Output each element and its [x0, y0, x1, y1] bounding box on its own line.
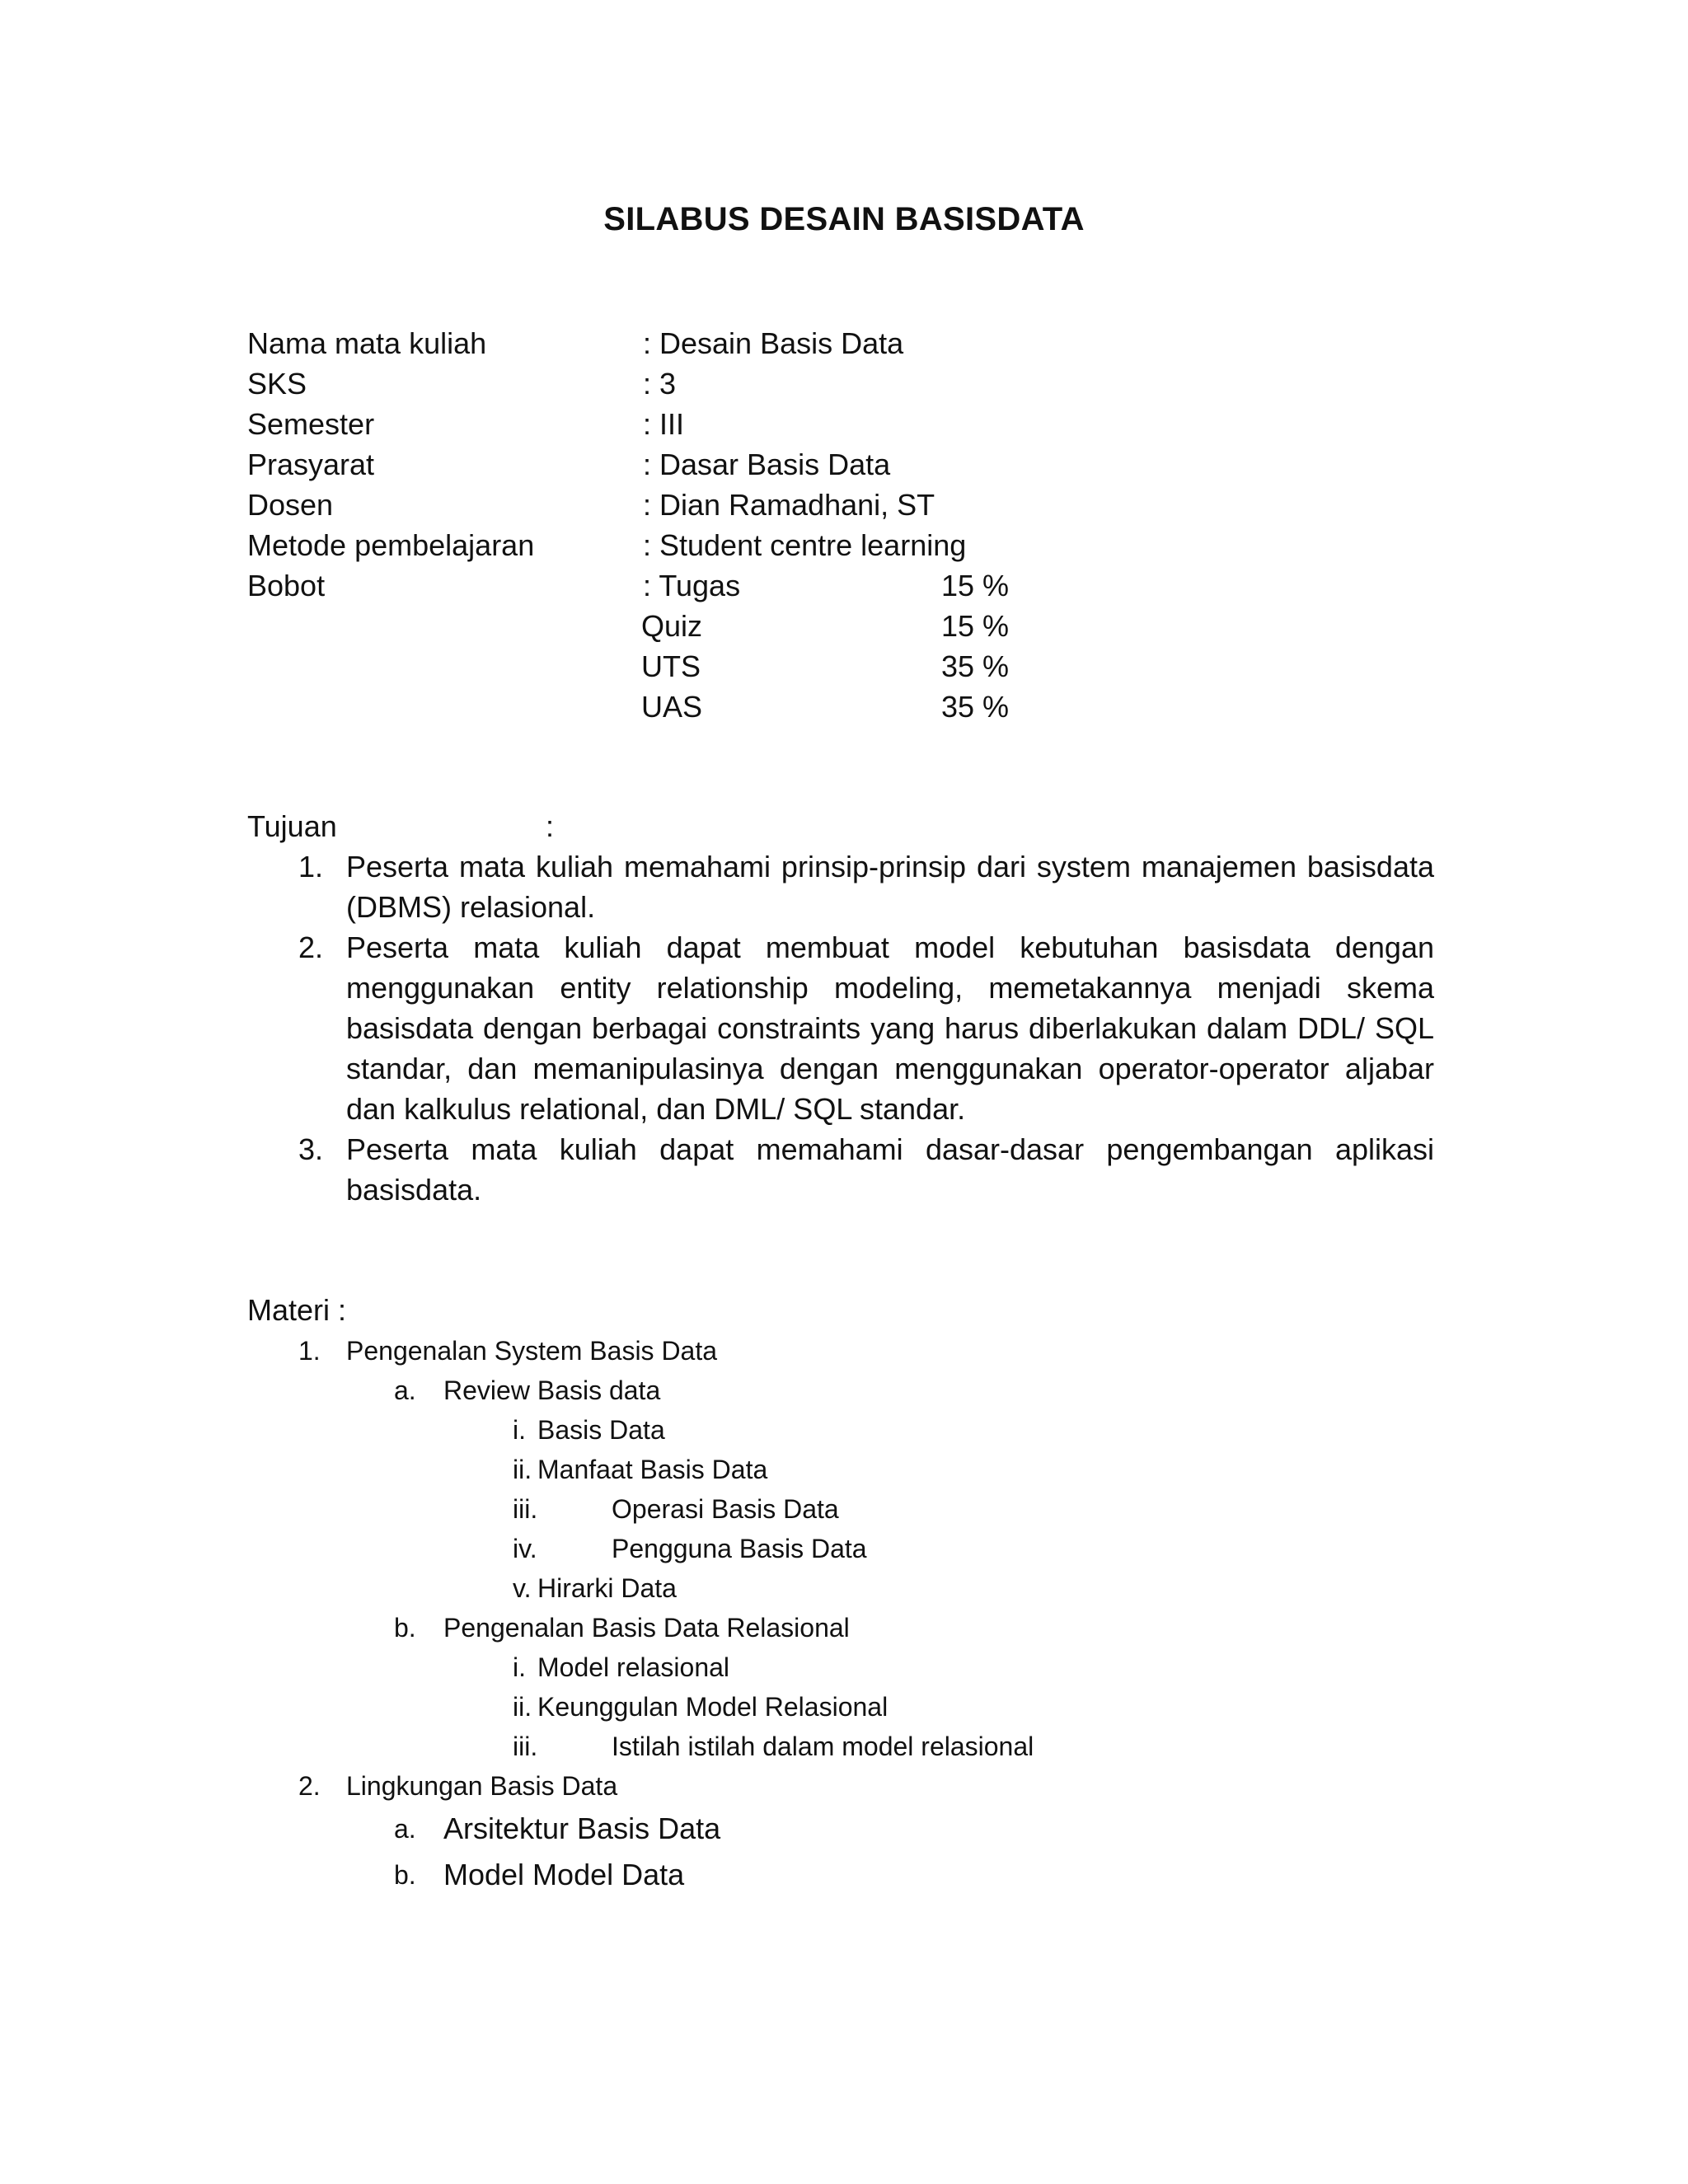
- materi-subsubitem: [247, 1450, 768, 1489]
- materi-subsubitem: [247, 1489, 839, 1529]
- materi-subitem: [247, 1371, 661, 1410]
- materi-subsubitem-text: Istilah istilah dalam model relasional: [612, 1732, 1034, 1761]
- tujuan-section: [247, 806, 1434, 1210]
- tujuan-item-number: 3.: [298, 1132, 324, 1166]
- materi-subitem-marker: b.: [394, 1613, 416, 1643]
- bobot-item-name: UTS: [641, 649, 701, 683]
- tujuan-item: [247, 846, 1434, 927]
- materi-subsubitem-text: Model relasional: [537, 1652, 730, 1682]
- materi-subsubitem-text: Hirarki Data: [537, 1573, 677, 1603]
- materi-subsubitem-text: Operasi Basis Data: [612, 1494, 839, 1524]
- materi-subsubitem-text: Manfaat Basis Data: [537, 1455, 768, 1484]
- materi-subitem-text: Model Model Data: [443, 1858, 685, 1891]
- info-value: : 3: [643, 367, 677, 401]
- materi-section: [247, 1290, 1034, 1898]
- materi-subitem-text: Arsitektur Basis Data: [443, 1811, 721, 1845]
- materi-subsubitem-marker: iii.: [513, 1494, 538, 1524]
- bobot-item-name: : Tugas: [643, 569, 741, 602]
- bobot-item-name: UAS: [641, 690, 703, 724]
- materi-subsubitem-marker: iv.: [513, 1534, 537, 1563]
- tujuan-list: [247, 846, 1434, 1210]
- materi-heading: Materi :: [247, 1293, 347, 1327]
- materi-subsubitem: [247, 1687, 889, 1727]
- materi-item-marker: 1.: [298, 1336, 321, 1366]
- materi-subsubitem-marker: ii.: [513, 1455, 532, 1484]
- info-label: Metode pembelajaran: [247, 528, 535, 562]
- materi-subsubitem-text: Pengguna Basis Data: [612, 1534, 867, 1563]
- materi-subsubitem: [247, 1647, 730, 1687]
- tujuan-colon: :: [546, 809, 555, 843]
- info-label: Semester: [247, 407, 375, 441]
- materi-subitem-marker: b.: [394, 1860, 416, 1890]
- materi-subsubitem: [247, 1727, 1034, 1766]
- tujuan-item-text: Peserta mata kuliah dapat membuat model kebutuhan basisdata dengan menggunakan entity relationship modeling, memetakannya menjadi skema basisdata dengan berbagai constraints yang harus diberlakukan dalam DDL/ SQL standar, dan memanipulasinya dengan menggunakan operator-operator aljabar dan kalkulus relational, dan DML/ SQL standar.: [346, 930, 1434, 1126]
- materi-subsubitem-marker: iii.: [513, 1732, 538, 1761]
- materi-subsubitem-text: Keunggulan Model Relasional: [537, 1692, 889, 1722]
- info-label: Prasyarat: [247, 448, 375, 481]
- materi-subitem: [247, 1852, 685, 1898]
- materi-item-text: Pengenalan System Basis Data: [346, 1336, 718, 1366]
- bobot-item-percent: 35 %: [941, 649, 1010, 683]
- materi-item: [247, 1766, 618, 1806]
- info-label: Dosen: [247, 488, 334, 522]
- materi-item: [247, 1331, 718, 1371]
- tujuan-item: [247, 1129, 1434, 1210]
- materi-item-marker: 2.: [298, 1771, 321, 1801]
- materi-subitem: [247, 1806, 721, 1852]
- materi-subsubitem-marker: ii.: [513, 1692, 532, 1722]
- tujuan-item: [247, 927, 1434, 1129]
- tujuan-item-number: 2.: [298, 930, 324, 964]
- bobot-label: Bobot: [247, 569, 326, 602]
- materi-subsubitem-marker: i.: [513, 1652, 526, 1682]
- info-label: SKS: [247, 367, 307, 401]
- tujuan-heading: [247, 806, 1434, 846]
- tujuan-label: Tujuan: [247, 809, 337, 843]
- materi-subsubitem-marker: i.: [513, 1415, 526, 1445]
- tujuan-item-text: Peserta mata kuliah memahami prinsip-prinsip dari system manajemen basisdata (DBMS) relasional.: [346, 850, 1434, 924]
- tujuan-item-number: 1.: [298, 850, 324, 883]
- bobot-item-percent: 15 %: [941, 569, 1010, 602]
- materi-subitem-text: Review Basis data: [443, 1376, 661, 1405]
- materi-subsubitem: [247, 1529, 867, 1568]
- info-label: Nama mata kuliah: [247, 326, 487, 360]
- tujuan-item-text: Peserta mata kuliah dapat memahami dasar-dasar pengembangan aplikasi basisdata.: [346, 1132, 1434, 1207]
- materi-subsubitem-marker: v.: [513, 1573, 532, 1603]
- materi-subsubitem: [247, 1410, 665, 1450]
- materi-subitem-text: Pengenalan Basis Data Relasional: [443, 1613, 850, 1643]
- materi-subitem-marker: a.: [394, 1814, 416, 1844]
- info-value: : Dasar Basis Data: [643, 448, 891, 481]
- document-title: SILABUS DESAIN BASISDATA: [603, 201, 1085, 237]
- materi-subitem-marker: a.: [394, 1376, 416, 1405]
- materi-item-text: Lingkungan Basis Data: [346, 1771, 618, 1801]
- bobot-item-percent: 15 %: [941, 609, 1010, 643]
- info-value: : Desain Basis Data: [643, 326, 904, 360]
- materi-subsubitem: [247, 1568, 677, 1608]
- materi-subitem: [247, 1608, 850, 1647]
- info-value: : III: [643, 407, 685, 441]
- bobot-item-name: Quiz: [641, 609, 703, 643]
- bobot-item-percent: 35 %: [941, 690, 1010, 724]
- info-value: : Student centre learning: [643, 528, 967, 562]
- info-value: : Dian Ramadhani, ST: [643, 488, 935, 522]
- materi-subsubitem-text: Basis Data: [537, 1415, 665, 1445]
